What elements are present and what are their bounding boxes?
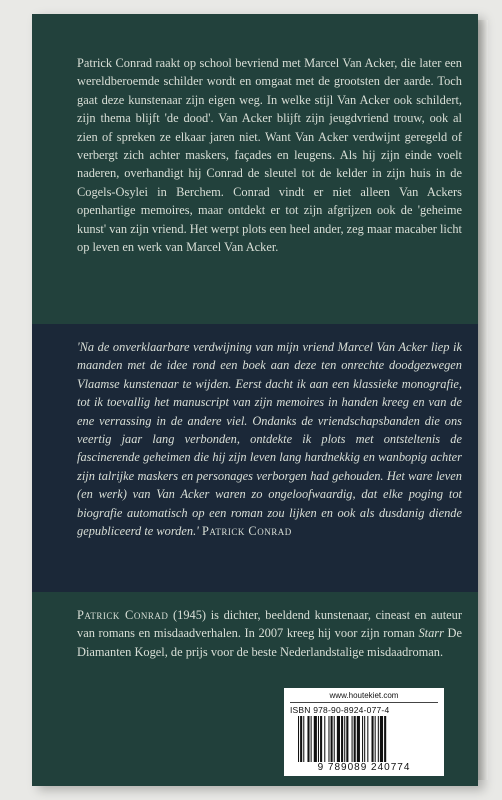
barcode-bar — [320, 716, 322, 762]
barcode-bar — [307, 716, 309, 762]
barcode-digits: 9 789089 240774 — [317, 762, 411, 773]
barcode-bar — [354, 716, 356, 762]
barcode-bars — [298, 716, 438, 762]
barcode-bar — [344, 716, 345, 762]
isbn-text: ISBN 978-90-8924-077-4 — [290, 705, 390, 715]
barcode-bar — [298, 716, 299, 762]
quote-text — [77, 338, 462, 540]
barcode-bar — [337, 716, 340, 762]
author-bio — [77, 606, 462, 661]
bio-text-1: (1945) is dichter, beeldend kunstenaar, cineast en auteur van romans en misdaadverhalen. In 2007 kreeg hij voor zijn roman — [77, 608, 462, 641]
barcode-bar — [372, 716, 374, 762]
barcode-label — [284, 688, 444, 776]
barcode-bar — [352, 716, 353, 762]
barcode-bar — [311, 716, 312, 762]
barcode-bar — [324, 716, 325, 762]
barcode-bar — [346, 716, 348, 762]
author-name: Patrick Conrad — [77, 608, 169, 622]
barcode-bar — [375, 716, 376, 762]
barcode-bar — [384, 716, 386, 762]
barcode-bar — [362, 716, 363, 762]
barcode-bar — [380, 716, 383, 762]
barcode-bar — [367, 716, 368, 762]
back-cover — [32, 14, 478, 786]
bio-section — [32, 592, 478, 786]
barcode-bar — [318, 716, 319, 762]
page-edge — [478, 20, 488, 780]
barcode-bar — [334, 716, 335, 762]
barcode-bar — [357, 716, 360, 762]
barcode-bar — [364, 716, 365, 762]
blurb-section — [32, 14, 478, 324]
publisher-url: www.houtekiet.com — [329, 691, 399, 700]
barcode-divider — [290, 702, 438, 703]
barcode-bar — [331, 716, 333, 762]
blurb-text: Patrick Conrad raakt op school bevriend met Marcel Van Acker, die later een wereldberoemde schilder wordt en omgaat met de grootsten der aarde. Toch gaat deze kunstenaar zijn eigen weg. In welke stijl Van Acker ook schildert, zijn thema blijft 'de dood'. Van Acker blijft zijn jeugdvriend trouw, ook al zien of spreken ze elkaar jaren niet. Want Van Acker verdwijnt geregeld of verbergt zich achter maskers, façades en leugens. Als hij zijn einde voelt naderen, overhandigt hij Conrad de sleutel tot de kelder in zijn huis in de Cogels-Osylei in Berchem. Conrad vindt er niet alleen Van Ackers openhartige memoires, maar ontdekt er tot zijn afgrijzen ook de 'geheime kunst' van zijn vriend. Het werpt plots een heel ander, zeg maar macaber licht op leven en werk van Marcel Van Acker. — [77, 56, 462, 255]
barcode-bar — [328, 716, 329, 762]
barcode-bar — [341, 716, 343, 762]
quote-section — [32, 324, 478, 592]
barcode-bar — [378, 716, 379, 762]
barcode-bar — [303, 716, 304, 762]
bio-text-2: De Diamanten Kogel, de prijs voor de beste Nederlandstalige misdaadroman. — [77, 626, 462, 659]
barcode-bar — [314, 716, 317, 762]
book-title-starr: Starr — [418, 626, 444, 641]
barcode-bar — [300, 716, 302, 762]
quote-attribution: Patrick Conrad — [201, 524, 292, 539]
quote-body: 'Na de onverklaarbare verdwijning van mijn vriend Marcel Van Acker liep ik maanden met de idee rond een boek aan deze ten onrechte doodgezwegen Vlaamse kunstenaar te wijden. Eerst dacht ik aan een klassieke monografie, tot ik toevallig het manuscript van zijn memoires in handen kreeg en van de ene verrassing in de andere viel. Ondanks de vriendschapsbanden die ons veertig jaar lang verbonden, ontdekte ik plots met ontsteltenis de fascinerende geheimen die hij zijn leven lang hardnekkig en wanbopig achter zijn talrijke maskers en personages verborgen had gehouden. Het ware leven (en werk) van Van Acker waren zo ongeloofwaardig, dat elke poging tot biografie automatisch op een roman zou lijken en ook als dusdanig diende gepubliceerd te worden.' — [77, 340, 462, 539]
